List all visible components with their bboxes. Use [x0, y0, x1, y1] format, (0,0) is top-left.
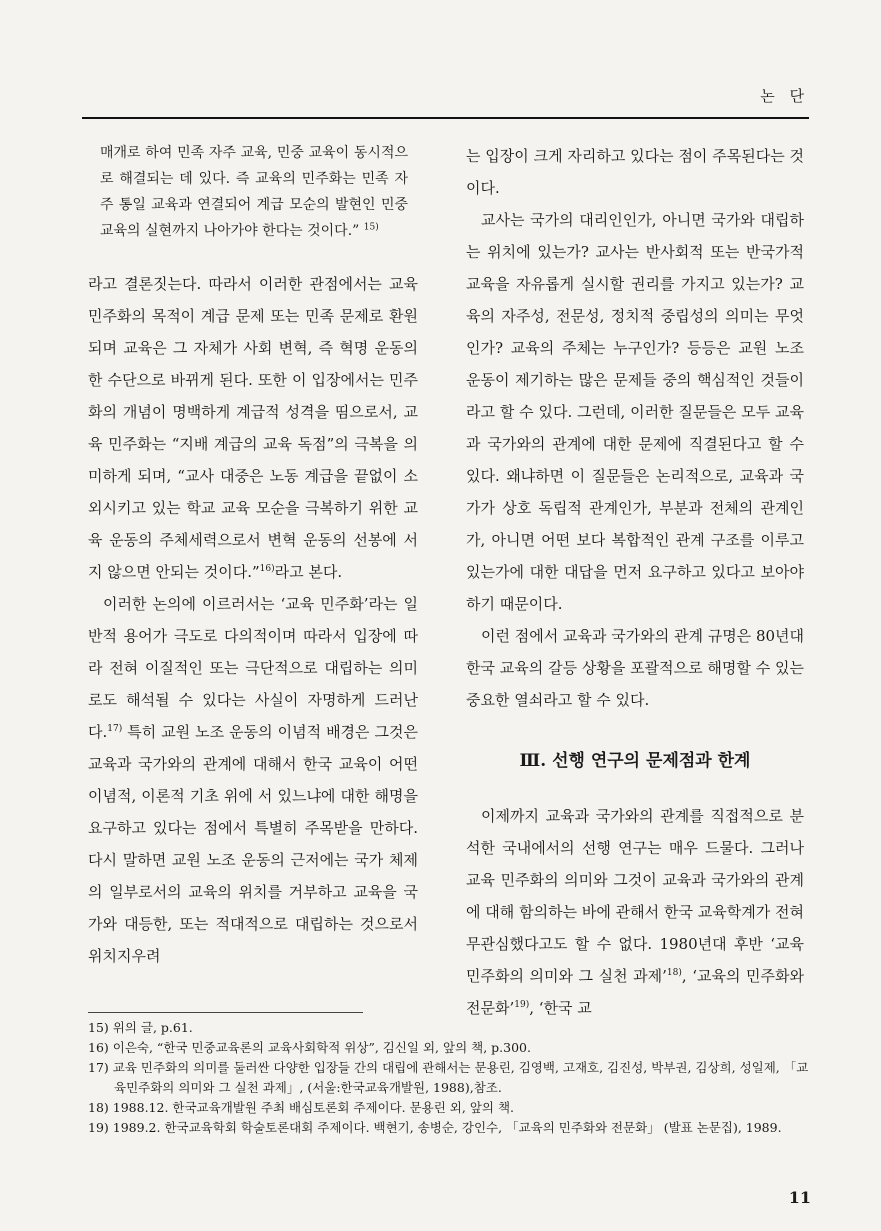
paragraph: 이런 점에서 교육과 국가와의 관계 규명은 80년대 한국 교육의 갈등 상황을 포괄적으로 해명할 수 있는 중요한 열쇠라고 할 수 있다. [466, 627, 805, 709]
footnote-ref-15[interactable]: 15) [363, 222, 379, 233]
paragraph: 교사는 국가의 대리인인가, 아니면 국가와 대립하는 위치에 있는가? 교사는 반사회적 또는 반국가적 교육을 자유롭게 실시할 권리를 가지고 있는가? 교육의 자주성, 전문성, 정치적 중립성의 의미는 무엇인가? 교육의 주체는 누구인가? 등등은 교원 노조 운동이 제기하는 많은 문제들 중의 핵심적인 것들이라고 할 수 있다. 그런데, 이러한 질문들은 모두 교육과 국가와의 관계에 대한 문제에 직결된다고 할 수 있다. 왜냐하면 이 질문들은 논리적으로, 교육과 국가가 상호 독립적 관계인가, 부분과 전체의 관계인가, 아니면 어떤 보다 복합적인 관계 구조를 이루고 있는가에 대한 대답을 먼저 요구하고 있다고 보아야 하기 때문이다. [466, 211, 804, 613]
block-quote: 매개로 하여 민족 자주 교육, 민중 교육이 동시적으로 해결되는 데 있다. 즉 교육의 민주화는 민족 자주 통일 교육과 연결되어 계급 모순의 발현인 민중 교육의 실현까지 나아가야 한다는 것이다.” $^{15)}$ [100, 145, 408, 239]
footnote-ref-18[interactable]: 18) [666, 968, 682, 978]
footnotes [88, 1018, 810, 1138]
footnote-ref-16[interactable]: 16) [259, 564, 275, 574]
left-column [88, 140, 418, 972]
section-heading: Ⅲ. 선행 연구의 문제점과 한계 [519, 751, 751, 771]
right-column [466, 140, 804, 1024]
header-divider [82, 117, 809, 119]
footnote-ref-19[interactable]: 19) [514, 1000, 530, 1010]
paragraph: 이러한 논의에 이르러서는 ‘교육 민주화’라는 일반적 용어가 극도로 다의적이며 따라서 입장에 따라 전혀 이질적인 또는 극단적으로 대립하는 의미로도 해석될 수 있다는 사실이 자명하게 드러난다.$^{17)}$ 특히 교원 노조 운동의 이념적 배경은 그것은 교육과 국가와의 관계에 대해서 한국 교육이 어떤 이념적, 이론적 기초 위에 서 있느냐에 대한 해명을 요구하고 있다는 점에서 특별히 주목받을 만하다. 다시 말하면 교원 노조 운동의 근저에는 국가 체제의 일부로서의 교육의 위치를 거부하고 교육을 국가와 대등한, 또는 적대적으로 대립하는 것으로서 위치지우려 [88, 595, 418, 965]
footnote: 15) 위의 글, p.61. [88, 1020, 193, 1035]
paragraph: 이제까지 교육과 국가와의 관계를 직접적으로 분석한 국내에서의 선행 연구는 매우 드물다. 그러나 교육 민주화의 의미와 그것이 교육과 국가와의 관계에 대해 함의하는 바에 관해서 한국 교육학계가 전혀 무관심했다고도 할 수 없다. 1980년대 후반 ‘교육 민주화의 의미와 그 실천 과제’$^{18)}$, ‘교육의 민주화와 전문화’$^{19)}$, ‘한국 교 [466, 807, 804, 1017]
footnote-divider [88, 1012, 363, 1013]
page-number: 11 [788, 1188, 811, 1207]
paragraph: 는 입장이 크게 자리하고 있다는 점이 주목된다는 것이다. [466, 147, 804, 197]
section-header: 논 단 [760, 87, 809, 105]
footnote: 16) 이은숙, “한국 민중교육론의 교육사회학적 위상”, 김신일 외, 앞의 책, p.300. [88, 1040, 531, 1055]
footnote-ref-17[interactable]: 17) [107, 724, 123, 734]
footnote: 17) 교육 민주화의 의미를 둘러싼 다양한 입장들 간의 대립에 관해서는 문용린, 김영백, 고재호, 김진성, 박부권, 김상희, 성일제, 「교육민주화의 의미와 그 실천 과제」, (서울:한국교육개발원, 1988),참조. [88, 1060, 809, 1095]
footnote: 18) 1988.12. 한국교육개발원 주최 배심토론회 주제이다. 문용린 외, 앞의 책. [88, 1100, 515, 1115]
paragraph: 라고 결론짓는다. 따라서 이러한 관점에서는 교육 민주화의 목적이 계급 문제 또는 민족 문제로 환원되며 교육은 그 자체가 사회 변혁, 즉 혁명 운동의 한 수단으로 바뀌게 된다. 또한 이 입장에서는 민주화의 개념이 명백하게 계급적 성격을 띰으로서, 교육 민주화는 “지배 계급의 교육 독점”의 극복을 의미하게 되며, “교사 대중은 노동 계급을 끝없이 소외시키고 있는 학교 교육 모순을 극복하기 위한 교육 운동의 주체세력으로서 변혁 운동의 선봉에 서지 않으면 안되는 것이다.”$^{16)}$라고 본다. [88, 275, 418, 581]
footnote: 19) 1989.2. 한국교육학회 학술토론대회 주제이다. 백현기, 송병순, 강인수, 「교육의 민주화와 전문화」 (발표 논문집), 1989. [88, 1120, 782, 1135]
